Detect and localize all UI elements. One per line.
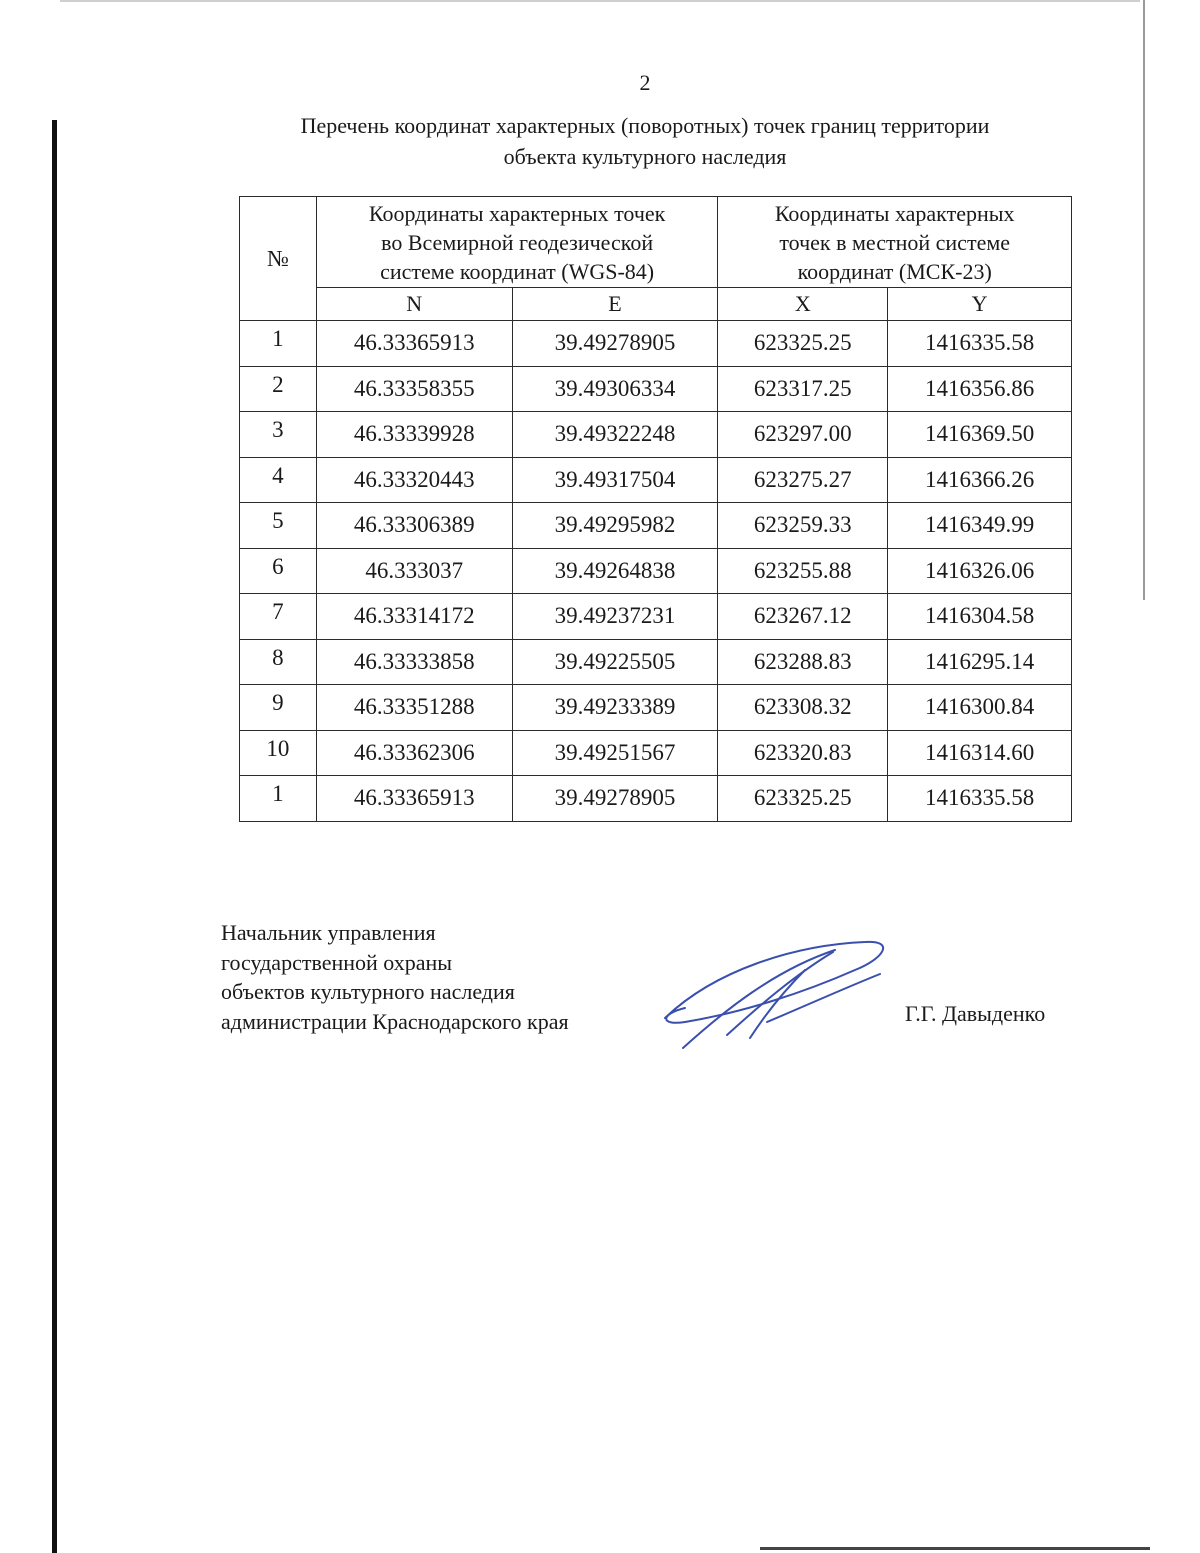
header-wgs84-line-1: Координаты характерных точек — [368, 200, 666, 226]
wgs-e-value: 39.49237231 — [512, 594, 718, 640]
signatory-line-3: объектов культурного наследия — [221, 979, 515, 1004]
wgs-n-value: 46.333037 — [316, 548, 512, 594]
header-wgs84-line-2: во Всемирной геодезической — [381, 229, 654, 255]
msk-y-value: 1416369.50 — [888, 412, 1072, 458]
msk-x-value: 623267.12 — [718, 594, 888, 640]
wgs-e-value: 39.49233389 — [512, 685, 718, 731]
wgs-e-value: 39.49306334 — [512, 366, 718, 412]
coordinates-table — [239, 196, 1072, 822]
document-title-line-1: Перечень координат характерных (поворотных) точек границ территории — [300, 113, 990, 138]
point-number: 7 — [240, 594, 317, 640]
table-row — [240, 457, 1072, 503]
point-number: 1 — [240, 776, 317, 822]
wgs-e-value: 39.49278905 — [512, 321, 718, 367]
table-row — [240, 730, 1072, 776]
table-row — [240, 503, 1072, 549]
header-wgs84-line-3: системе координат (WGS-84) — [380, 258, 655, 284]
point-number: 9 — [240, 685, 317, 731]
msk-x-value: 623308.32 — [718, 685, 888, 731]
table-row — [240, 776, 1072, 822]
signatory-line-4: администрации Краснодарского края — [221, 1008, 569, 1034]
msk-y-value: 1416335.58 — [888, 776, 1072, 822]
point-number: 8 — [240, 639, 317, 685]
signatory-position — [221, 918, 569, 1036]
header-msk23-group — [718, 197, 1072, 288]
wgs-n-value: 46.33362306 — [316, 730, 512, 776]
msk-y-value: 1416304.58 — [888, 594, 1072, 640]
header-msk23-line-1: Координаты характерных — [774, 200, 1015, 226]
table-row — [240, 685, 1072, 731]
signatory-line-2: государственной охраны — [221, 949, 453, 975]
msk-y-value: 1416349.99 — [888, 503, 1072, 549]
msk-x-value: 623255.88 — [718, 548, 888, 594]
point-number: 6 — [240, 548, 317, 594]
header-n: N — [316, 288, 512, 321]
wgs-n-value: 46.33333858 — [316, 639, 512, 685]
wgs-n-value: 46.33306389 — [316, 503, 512, 549]
scan-edge-left — [52, 120, 57, 1553]
document-title — [200, 110, 1090, 172]
table-row — [240, 548, 1072, 594]
wgs-e-value: 39.49322248 — [512, 412, 718, 458]
table-row — [240, 321, 1072, 367]
wgs-n-value: 46.33339928 — [316, 412, 512, 458]
wgs-e-value: 39.49251567 — [512, 730, 718, 776]
msk-y-value: 1416356.86 — [888, 366, 1072, 412]
page-number: 2 — [639, 70, 651, 95]
point-number: 4 — [240, 457, 317, 503]
msk-x-value: 623259.33 — [718, 503, 888, 549]
table-row — [240, 639, 1072, 685]
msk-x-value: 623297.00 — [718, 412, 888, 458]
wgs-n-value: 46.33314172 — [316, 594, 512, 640]
scan-edge-bottom — [760, 1547, 1150, 1550]
msk-y-value: 1416366.26 — [888, 457, 1072, 503]
wgs-n-value: 46.33365913 — [316, 776, 512, 822]
wgs-n-value: 46.33351288 — [316, 685, 512, 731]
header-wgs84-group — [316, 197, 718, 288]
table-subheader-row — [240, 288, 1072, 321]
header-msk23-line-2: точек в местной системе — [779, 229, 1011, 255]
wgs-n-value: 46.33365913 — [316, 321, 512, 367]
table-row — [240, 366, 1072, 412]
msk-x-value: 623325.25 — [718, 321, 888, 367]
msk-x-value: 623325.25 — [718, 776, 888, 822]
msk-x-value: 623288.83 — [718, 639, 888, 685]
scan-edge-top — [60, 0, 1140, 2]
point-number: 2 — [240, 366, 317, 412]
wgs-e-value: 39.49278905 — [512, 776, 718, 822]
point-number: 3 — [240, 412, 317, 458]
table-header-row — [240, 197, 1072, 288]
msk-y-value: 1416314.60 — [888, 730, 1072, 776]
msk-y-value: 1416335.58 — [888, 321, 1072, 367]
wgs-e-value: 39.49317504 — [512, 457, 718, 503]
msk-x-value: 623317.25 — [718, 366, 888, 412]
signatory-line-1: Начальник управления — [221, 920, 436, 945]
msk-y-value: 1416326.06 — [888, 548, 1072, 594]
signer-name: Г.Г. Давыденко — [905, 1001, 1046, 1026]
header-x: X — [718, 288, 888, 321]
document-title-line-2: объекта культурного наследия — [503, 144, 787, 169]
wgs-e-value: 39.49225505 — [512, 639, 718, 685]
point-number: 5 — [240, 503, 317, 549]
msk-x-value: 623275.27 — [718, 457, 888, 503]
header-y: Y — [888, 288, 1072, 321]
msk-y-value: 1416295.14 — [888, 639, 1072, 685]
header-number: № — [240, 197, 317, 321]
wgs-e-value: 39.49295982 — [512, 503, 718, 549]
wgs-n-value: 46.33358355 — [316, 366, 512, 412]
wgs-e-value: 39.49264838 — [512, 548, 718, 594]
point-number: 1 — [240, 321, 317, 367]
point-number: 10 — [240, 730, 317, 776]
header-msk23-line-3: координат (МСК-23) — [797, 258, 992, 284]
handwritten-signature — [655, 930, 895, 1060]
msk-x-value: 623320.83 — [718, 730, 888, 776]
table-row — [240, 412, 1072, 458]
msk-y-value: 1416300.84 — [888, 685, 1072, 731]
header-e: E — [512, 288, 718, 321]
wgs-n-value: 46.33320443 — [316, 457, 512, 503]
table-row — [240, 594, 1072, 640]
